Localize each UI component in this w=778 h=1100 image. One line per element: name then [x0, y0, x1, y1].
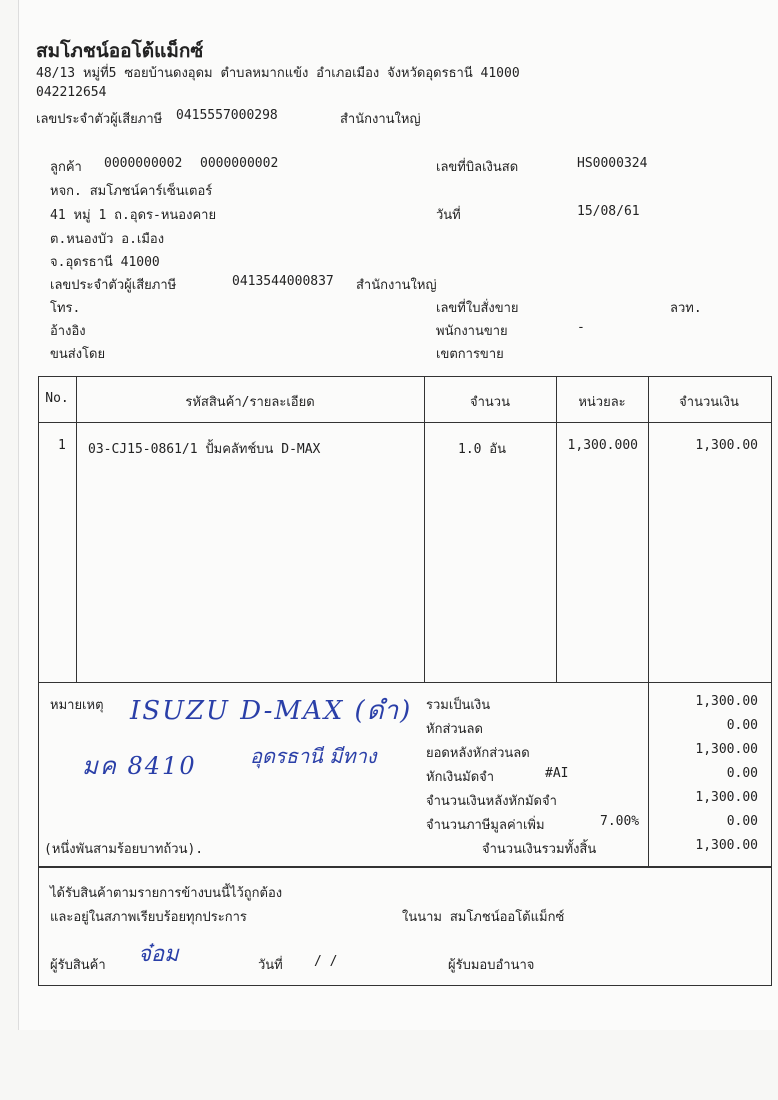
bill-order-value: ลวท. — [670, 301, 702, 316]
bill-area-label: เขตการขาย — [436, 347, 504, 362]
vat-value: 0.00 — [726, 814, 758, 829]
customer-addr2: ต.หนองบัว อ.เมือง — [50, 232, 165, 247]
customer-name: หจก. สมโภชน์คาร์เซ็นเตอร์ — [50, 184, 213, 199]
bill-date-label: วันที่ — [436, 208, 461, 223]
footer-date-label: วันที่ — [258, 958, 283, 973]
authorized-label: ผู้รับมอบอำนาจ — [448, 958, 535, 973]
customer-addr1: 41 หมู่ 1 ถ.อุดร-หนองคาย — [50, 208, 217, 223]
after-deposit-label: จำนวนเงินหลังหักมัดจำ — [426, 794, 557, 809]
deposit-value: 0.00 — [726, 766, 758, 781]
receiver-signature: จ๋อม — [138, 942, 179, 967]
th-unit: หน่วยละ — [578, 395, 626, 410]
remarks-label: หมายเหตุ — [50, 698, 104, 713]
col-divider-qty — [556, 376, 557, 682]
remarks-handwriting-1: ISUZU D-MAX (ดำ) — [130, 696, 413, 726]
bill-no-label: เลขที่บิลเงินสด — [436, 160, 519, 175]
deposit-label: หักเงินมัดจำ — [426, 770, 495, 785]
after-discount-label: ยอดหลังหักส่วนลด — [426, 746, 530, 761]
footer-line2: และอยู่ในสภาพเรียบร้อยทุกประการ — [50, 910, 247, 925]
vat-label: จำนวนภาษีมูลค่าเพิ่ม — [426, 818, 545, 833]
receiver-label: ผู้รับสินค้า — [50, 958, 106, 973]
vat-rate: 7.00% — [600, 814, 640, 829]
company-address: 48/13 หมู่ที่5 ซอยบ้านดงอุดม ตำบลหมากแข้ง อำเภอเมือง จังหวัดอุดรธานี 41000 — [36, 66, 520, 81]
customer-code2: 0000000002 — [200, 156, 279, 171]
th-no: No. — [45, 391, 69, 406]
customer-code1: 0000000002 — [104, 156, 183, 171]
company-tax-label: เลขประจำตัวผู้เสียภาษี — [36, 112, 163, 127]
remarks-handwriting-3: อุดรธานี มีทาง — [250, 744, 377, 768]
bill-sales-value: - — [577, 320, 585, 335]
sum-value: 1,300.00 — [695, 694, 758, 709]
row-amount: 1,300.00 — [695, 438, 758, 453]
customer-label: ลูกค้า — [50, 160, 82, 175]
customer-branch: สำนักงานใหญ่ — [356, 278, 437, 293]
th-qty: จำนวน — [470, 395, 510, 410]
customer-ship-label: ขนส่งโดย — [50, 347, 106, 362]
customer-phone-label: โทร. — [50, 301, 81, 316]
customer-ref-label: อ้างอิง — [50, 324, 86, 339]
row-unit-price: 1,300.000 — [567, 438, 638, 453]
bill-order-label: เลขที่ใบสั่งขาย — [436, 301, 519, 316]
customer-tax-id: 0413544000837 — [232, 274, 334, 289]
table-body-divider — [38, 682, 771, 683]
company-phone: 042212654 — [36, 85, 107, 100]
bill-sales-label: พนักงานขาย — [436, 324, 508, 339]
after-deposit-value: 1,300.00 — [695, 790, 758, 805]
discount-value: 0.00 — [726, 718, 758, 733]
grand-total-value: 1,300.00 — [695, 838, 758, 853]
row-no: 1 — [58, 438, 66, 453]
amount-in-words: (หนึ่งพันสามร้อยบาทถ้วน). — [44, 842, 204, 857]
table-header-divider — [38, 422, 771, 423]
th-amount: จำนวนเงิน — [679, 395, 739, 410]
footer-line1: ได้รับสินค้าตามรายการข้างบนนี้ไว้ถูกต้อง — [50, 886, 283, 901]
deposit-code: #AI — [545, 766, 569, 781]
th-desc: รหัสสินค้า/รายละเอียด — [185, 395, 315, 410]
col-divider-desc — [424, 376, 425, 682]
grand-total-label: จำนวนเงินรวมทั้งสิ้น — [482, 842, 597, 857]
after-discount-value: 1,300.00 — [695, 742, 758, 757]
row-desc: 03-CJ15-0861/1 ปั้มคลัทช์บน D-MAX — [88, 442, 321, 457]
row-qty: 1.0 อัน — [458, 442, 507, 457]
footer-date-blank: / / — [314, 954, 338, 969]
bill-no: HS0000324 — [577, 156, 648, 171]
company-name: สมโภชน์ออโต้แม็กซ์ — [36, 40, 204, 62]
col-divider-no — [76, 376, 77, 682]
remarks-handwriting-2: มค 8410 — [82, 752, 197, 780]
bill-date: 15/08/61 — [577, 204, 640, 219]
footer-on-behalf: ในนาม สมโภชน์ออโต้แม็กซ์ — [402, 910, 565, 925]
customer-addr3: จ.อุดรธานี 41000 — [50, 255, 160, 270]
sum-label: รวมเป็นเงิน — [426, 698, 491, 713]
company-tax-id: 0415557000298 — [176, 108, 278, 123]
customer-tax-label: เลขประจำตัวผู้เสียภาษี — [50, 278, 177, 293]
company-branch: สำนักงานใหญ่ — [340, 112, 421, 127]
discount-label: หักส่วนลด — [426, 722, 483, 737]
